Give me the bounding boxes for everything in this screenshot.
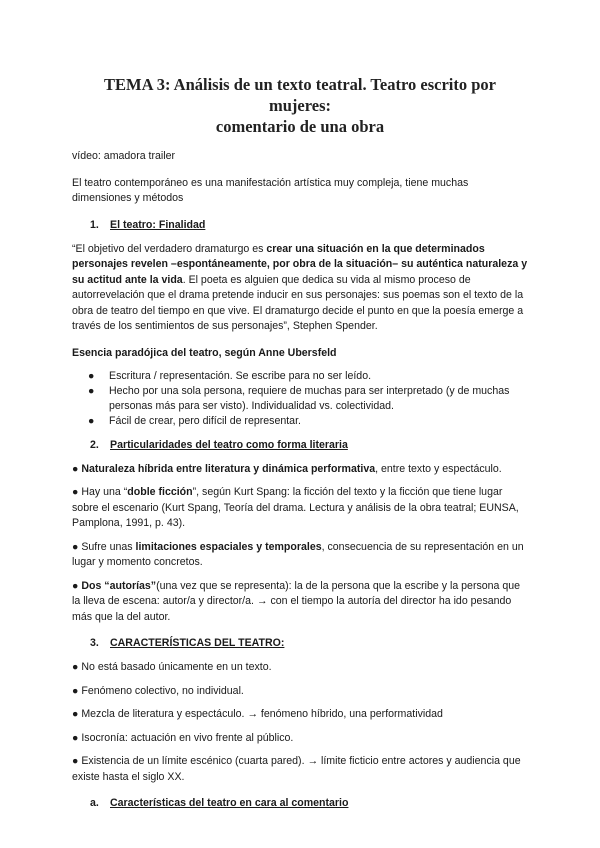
characteristic-item: ● Mezcla de literatura y espectáculo. → fenómeno híbrido, una performatividad bbox=[72, 708, 443, 720]
document-page bbox=[72, 74, 528, 820]
quote-part-1: “El objetivo del verdadero dramaturgo es bbox=[72, 242, 267, 255]
quote-part-2: . El poeta es alguien que dedica su vida al mismo proceso de autorrevelación que el drama pretende inducir en sus personajes: sus poemas son el texto de la obra de teatro del tiempo en que vive. El dramaturgo decide el punto en que la poesía emerge a través de los sentimientos de sus personajes”, Stephen Spender. bbox=[72, 273, 524, 332]
section-3-number: 3. bbox=[90, 637, 99, 649]
paragraph-hybrid: ● Naturaleza híbrida entre literatura y dinámica performativa, entre texto y espectáculo. bbox=[72, 462, 502, 475]
bullet-icon: ● bbox=[88, 384, 95, 397]
section-1-number: 1. bbox=[90, 218, 99, 231]
characteristic-item: ● Isocronía: actuación en vivo frente al público. bbox=[72, 731, 294, 744]
ubersfeld-subtitle: Esencia paradójica del teatro, según Anne Ubersfeld bbox=[72, 346, 337, 359]
characteristic-item: ● Fenómeno colectivo, no individual. bbox=[72, 684, 244, 697]
section-3-heading bbox=[72, 636, 528, 651]
section-2-heading bbox=[72, 438, 528, 453]
document-title bbox=[72, 74, 528, 137]
section-2-number: 2. bbox=[90, 438, 99, 451]
title-line-1: TEMA 3: Análisis de un texto teatral. Teatro escrito por mujeres: bbox=[103, 75, 496, 115]
paragraph-double-fiction: ● Hay una “doble ficción”, según Kurt Spang: la ficción del texto y la ficción que tiene lugar sobre el escenario (Kurt Spang, Teoría del drama. Lectura y análisis de la obra teatral; EUNSA, Pamplona, 1991, p. 43). bbox=[72, 486, 519, 529]
title-line-2: comentario de una obra bbox=[215, 117, 385, 136]
list-item: ● Fácil de crear, pero difícil de representar. bbox=[88, 414, 301, 427]
bullet-icon: ● bbox=[88, 414, 95, 427]
video-line: vídeo: amadora trailer bbox=[72, 150, 176, 162]
paragraph-limitations: ● Sufre unas limitaciones espaciales y temporales, consecuencia de su representación en un lugar y momento concretos. bbox=[72, 540, 524, 568]
characteristic-item: ● No está basado únicamente en un texto. bbox=[72, 661, 272, 673]
list-item: ● Escritura / representación. Se escribe para no ser leído. bbox=[88, 369, 372, 382]
intro-paragraph: El teatro contemporáneo es una manifestación artística muy compleja, tiene muchas dimensiones y métodos bbox=[72, 176, 469, 204]
spender-quote bbox=[72, 242, 528, 335]
subsection-a-title: Características del teatro en cara al comentario bbox=[110, 797, 349, 809]
characteristic-item: ● Existencia de un límite escénico (cuarta pared). → límite ficticio entre actores y audiencia que existe hasta el siglo XX. bbox=[72, 755, 521, 783]
quote-bold: crear una situación en la que determinados personajes revelen –espontáneamente, por obra de la situación– su auténtica naturaleza y su actitud ante la vida bbox=[72, 242, 528, 286]
bullet-icon: ● bbox=[88, 369, 95, 382]
paragraph-authorship: ● Dos “autorías”(una vez que se representa): la de la persona que la escribe y la persona que la lleva de escena: autor/a y director/a. → con el tiempo la autoría del director ha ido pesando más que la del autor. bbox=[72, 579, 521, 623]
subsection-a-number: a. bbox=[90, 797, 99, 809]
section-3-title: CARACTERÍSTICAS DEL TEATRO: bbox=[110, 637, 285, 649]
section-1-title: El teatro: Finalidad bbox=[110, 218, 206, 231]
subsection-a-heading bbox=[72, 796, 528, 811]
paradox-list bbox=[72, 369, 528, 429]
section-1-heading bbox=[72, 218, 528, 233]
section-2-title: Particularidades del teatro como forma literaria bbox=[110, 438, 348, 451]
list-item: ● Hecho por una sola persona, requiere de muchas para ser interpretado (y de muchas personas más para ser visto). Individualidad vs. colectividad. bbox=[88, 384, 510, 412]
